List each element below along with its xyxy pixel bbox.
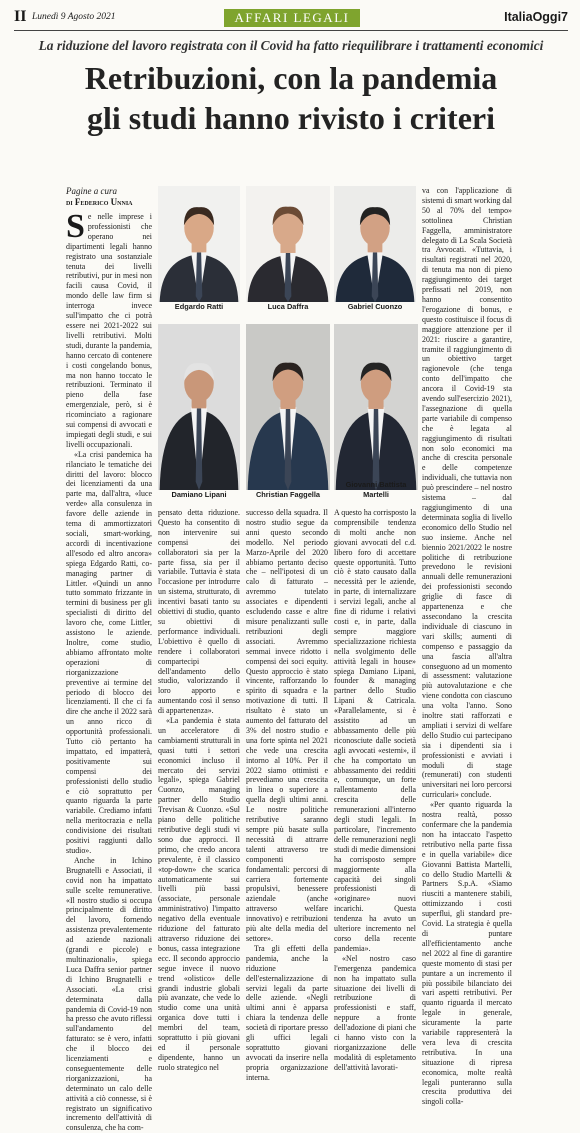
portrait-silhouette (158, 186, 240, 302)
article-column-3 (246, 508, 328, 1082)
portrait-caption: Giovanni Battista Martelli (345, 480, 407, 499)
article-paragraph: successo della squadra. Il nostro studio segue da anni questo secondo modello. Nel periodo Marzo-Aprile del 2020 abbiamo pertanto deciso che – nell'ipotesi di un calo di fatturato – avremmo tutelato associates e dipendenti escludendo casse e altre misure penalizzanti sulle retribuzioni degli associati. Avremmo semmai invece ridotto i compensi dei soci equity. Questo approccio è stato vincente, rafforzando lo spirito di squadra e la motivazione di tutti. Il risultato è stato un aumento del fatturato del 3% del nostro studio e una forte spinta nel 2021 che vede una crescita intorno al 10%. Per il 2022 siamo ottimisti e prevediamo una crescita in linea o superiore a quella degli ultimi anni. Le nostre politiche retributive saranno sempre più basate sulla necessità di attrarre talenti attraverso tre componenti fondamentali: percorsi di carriera fortemente propulsivi, benessere aziendale (anche attraverso welfare innovativo) e retribuzioni più alte della media del settore». (246, 508, 328, 943)
portrait-damiano-lipani (158, 324, 240, 500)
portrait-silhouette (334, 324, 418, 490)
portrait-luca-daffra (246, 186, 330, 312)
portrait-image (334, 186, 416, 302)
portrait-caption: Gabriel Cuonzo (347, 302, 403, 311)
header-rule (14, 30, 568, 31)
portrait-caption: Edgardo Ratti (174, 302, 224, 311)
article-paragraph: va con l'applicazione di sistemi di smart working dal 50 al 70% del tempo» sottolinea Christian Faggella, amministratore delegato di La Scala Società tra Avvocati. «Tuttavia, i risultati registrati nel 2020, di tenuta ma non di pieno raggiungimento dei target prefissati nel 2019, non hanno consentito l'erogazione di bonus, e questo costituisce il focus di maggiore attenzione per il 2021: riuscire a garantire, tramite il raggiungimento di un obiettivo target ragionevole (che tenga conto dell'impatto che ancora il Covid-19 sta avendo sull'esercizio 2021), l'assegnazione di quella parte variabile di compenso che è legata al raggiungimento di risultati non solo economici ma anche di crescita personale e delle competenze individuali, che tuttavia non può prescindere – nel nostro sistema – dal raggiungimento di una determinata soglia di livello economico dello Studio nel suo insieme. Anche nel biennio 2021/2022 le nostre politiche di retribuzione prevedono le revisioni annuali delle remunerazioni dei professionisti secondo griglie di fasce di appartenenza e che assecondano la crescita individuale di ciascuno in vari skills; aumenti di compenso e passaggio da una fascia all'altra conseguono ad un momento di assessment: valutazione più autovalutazione e che viene condotta con ciascuno una volta l'anno. Sono inoltre stati rafforzati e ampliati i servizi di welfare dello Studio cui partecipano sia i dipendenti sia i professionisti e avviati i moduli di stage (remunerati) con studenti universitari nei loro percorsi curriculari» conclude. (422, 186, 512, 800)
portrait-image (158, 324, 240, 490)
kicker: La riduzione del lavoro registrata con il Covid ha fatto riequilibrare i trattamenti economici (38, 38, 544, 53)
section-banner: AFFARI LEGALI (224, 9, 360, 27)
publication-logo: ItaliaOggi7 (504, 10, 568, 24)
article-paragraph: «Nel nostro caso l'emergenza pandemica non ha impattato sulla situazione dei livelli di retribuzione di professionisti e staff, neppure a fronte dell'adozione di piani che ci hanno visto con la riorganizzazione delle modalità di espletamento dell'attività lavorati- (334, 953, 416, 1072)
portrait-christian-faggella (246, 324, 330, 500)
headline-line-1: Retribuzioni, con la pandemia (84, 60, 498, 96)
portrait-image (246, 324, 330, 490)
portrait-silhouette (334, 186, 416, 302)
portrait-image (158, 186, 240, 302)
article-column-5 (422, 186, 512, 1107)
portrait-caption: Damiano Lipani (171, 490, 227, 499)
portrait-silhouette (246, 324, 330, 490)
portrait-caption: Luca Daffra (267, 302, 309, 311)
portrait-tie (196, 252, 203, 302)
headline (14, 58, 568, 138)
headline-line-2: gli studi hanno rivisto i criteri (87, 100, 495, 136)
portrait-gabriel-cuonzo (334, 186, 416, 312)
portrait-tie (196, 408, 203, 490)
article-paragraph: Se nelle imprese i professionisti che operano nei dipartimenti legali hanno registrato una sostanziale tenuta dei livelli retributivi, pur in mesi non facili causa Covid, il mondo delle law firm si interroga invece sull'impatto che ci potrà essere nei 2021-2022 sui livelli retributivi. Molti studi, durante la pandemia, hanno cercato di contenere i costi congelando bonus, ma non hanno toccato le retribuzioni. Terminato il pieno della fase emergenziale, però, si è ricominciato a ragionare sui compensi di avvocati e impiegati degli studi, e sui livelli occupazionali. (66, 208, 152, 449)
article-paragraph: A questo ha corrisposto la comprensibile tendenza di molti anche non giovani avvocati del c.d. libero foro di accettare queste opportunità. Tutto ciò è stato causato dalla necessità per le aziende, in parte, di internalizzare i servizi legali, anche al fine di ridurne i relativi costi e, in parte, dalla sempre maggiore specializzazione richiesta nella svolgimento delle attività legali in house» spiega Damiano Lipani, founder & managing partner dello Studio Lipani & Catricala. «Parallelamente, si è assistito ad un abbassamento delle più riconosciute dalle società agli avvocati «esterni», il che ha comportato un abbassamento dei redditi e, comunque, un forte rallentamento della crescita delle remunerazioni all'interno degli studi legali. In particolare, l'incremento delle remunerazioni negli studi di medie dimensioni ha corrisposto sempre maggiormente alla capacità dei singoli professionisti di «originare» nuovi incarichi. Questa tendenza ha avuto un ulteriore incremento nel corso della recente pandemia». (334, 508, 416, 953)
article-column-1 (66, 208, 152, 1133)
page-number: II (14, 8, 27, 25)
article-paragraph: Anche in Ichino Brugnatelli e Associati, il covid non ha impattato sulle scelte remunerative. «Il nostro studio si occupa principalmente di diritto del lavoro, fornendo assistenza prevalentemente ad aziende nazionali (grandi e piccole) e multinazionali», spiega Luca Daffra senior partner di Ichino Brugnatelli e Associati. «La crisi determinata dalla pandemia di Covid-19 non ha presso che avuto riflessi sull'andamento del fatturato: se è vero, infatti che il blocco dei licenziamenti e conseguentemente delle riorganizzazioni, ha determinato un calo delle attività a ciò connesse, si è registrato un significativo incremento dell'attività di consulenza, che ha com- (66, 855, 152, 1133)
portrait-caption: Christian Faggella (255, 490, 321, 499)
portrait-silhouette (246, 186, 330, 302)
portrait-tie (373, 409, 380, 490)
article-paragraph: Tra gli effetti della pandemia, anche la riduzione dell'esternalizzazione di servizi legali da parte delle aziende. «Negli ultimi anni è apparsa chiara la tendenza delle società di riportare presso gli uffici legali soprattutto giovani avvocati da inserire nella propria organizzazione interna. (246, 943, 328, 1082)
portrait-edgardo-ratti (158, 186, 240, 312)
issue-date: Lunedì 9 Agosto 2021 (32, 12, 116, 22)
portrait-silhouette (158, 324, 240, 490)
portrait-tie (372, 252, 379, 302)
portrait-image (334, 324, 418, 490)
article-column-4 (334, 508, 416, 1072)
article-paragraph: «La pandemia è stata un acceleratore di cambiamenti strutturali in quasi tutti i settori economici incluso il mercato dei servizi legali», spiega Gabriel Cuonzo, managing partner dello Studio Trevisan & Cuonzo. «Sul piano delle politiche retributive degli studi vi sono due approcci. Il primo, che credo ancora prevalente, è il classico «top-down» che scarica automaticamente sui livelli più bassi (associate, personale amministrativo) l'impatto negativo della eventuale riduzione del fatturato attraverso riduzione dei bonus, cassa integrazione ecc. Il secondo approccio segue invece il nuovo trend «olistico» delle grandi industrie globali più avanzate, che vede lo studio come una unità organica dove tutti i membri del team, soprattutto i più giovani ed il personale dipendente, hanno un ruolo strategico nel (158, 716, 240, 1072)
article-paragraph: pensato detta riduzione. Questo ha consentito di non intervenire sui compensi dei collaboratori sia per la parte fissa, sia per il variabile. Tuttavia è stata l'occasione per introdurre un sistema, strutturato, di incentivi basati tanto su obiettivi di studio, quanto su obiettivi di performance individuali. L'obiettivo è quello di rendere i collaboratori compartecipi dell'andamento dello studio, valorizzando il loro apporto e aumentando così il senso di appartenenza». (158, 508, 240, 716)
portrait-giovanni-battista-martelli (334, 324, 418, 500)
byline-label: Pagine a cura (66, 186, 117, 196)
article-paragraph: «Per quanto riguarda la nostra realtà, posso confermare che la pandemia non ha intaccato l'aspetto retributivo nella parte fissa e in quella variabile» dice Giovanni Battista Martelli, co dello Studio Martelli & Partners S.p.A. «Siamo riusciti a mantenere stabili, ottimizzando i costi superflui, gli standard pre-Covid. La strategia è quella di puntare all'efficientamento anche nel 2022 al fine di garantire queste momento di stasi per puntare a un incremento il più possibile bilanciato dei vari aspetti retributivi. Per quanto riguarda il mercato legale in generale, sicuramente la parte variabile rappresenterà la vera leva di crescita retributiva. In una situazione di ripresa economica, molte realtà legali punteranno sulla crescita produttiva dei singoli colla- (422, 800, 512, 1107)
page-header (14, 8, 568, 28)
portrait-image (246, 186, 330, 302)
byline-author: di Federico Unnia (66, 197, 133, 207)
drop-cap: S (66, 208, 85, 245)
byline (66, 186, 136, 208)
article-paragraph: «La crisi pandemica ha rilanciato le tematiche dei diritti del lavoro: blocco dei licenziamenti da una parte ma, dall'altra, «luce verde» alla consulenza in favore delle aziende in tema di ammortizzatori sociali, smart-working, accordi di incentivazione all'esodo ed altro ancora» spiega Edgardo Ratti, co-managing partner di Littler. «Quindi un anno tutto sommato frizzante in termini di business per gli specialisti di diritto del lavoro che, come Littler, assistono le aziende. Inoltre, come studio, abbiamo affrontato molte operazioni di riorganizzazione preventive ai termine del periodo di blocco dei licenziamenti. Il che ci fa dire che anche il 2022 sarà un anno ricco di opportunità professionali. Tutto ciò pertanto ha impattato, ed impatterà, positivamente sui compensi dei professionisti dello studio e ciò soprattutto per quanto riguarda la parte variabile. Crediamo infatti nella meritocrazia e nella condivisione dei risultati positivi raggiunti dallo studio». (66, 449, 152, 855)
portrait-tie (285, 253, 292, 302)
portrait-tie (285, 409, 292, 490)
article-column-2 (158, 508, 240, 1072)
